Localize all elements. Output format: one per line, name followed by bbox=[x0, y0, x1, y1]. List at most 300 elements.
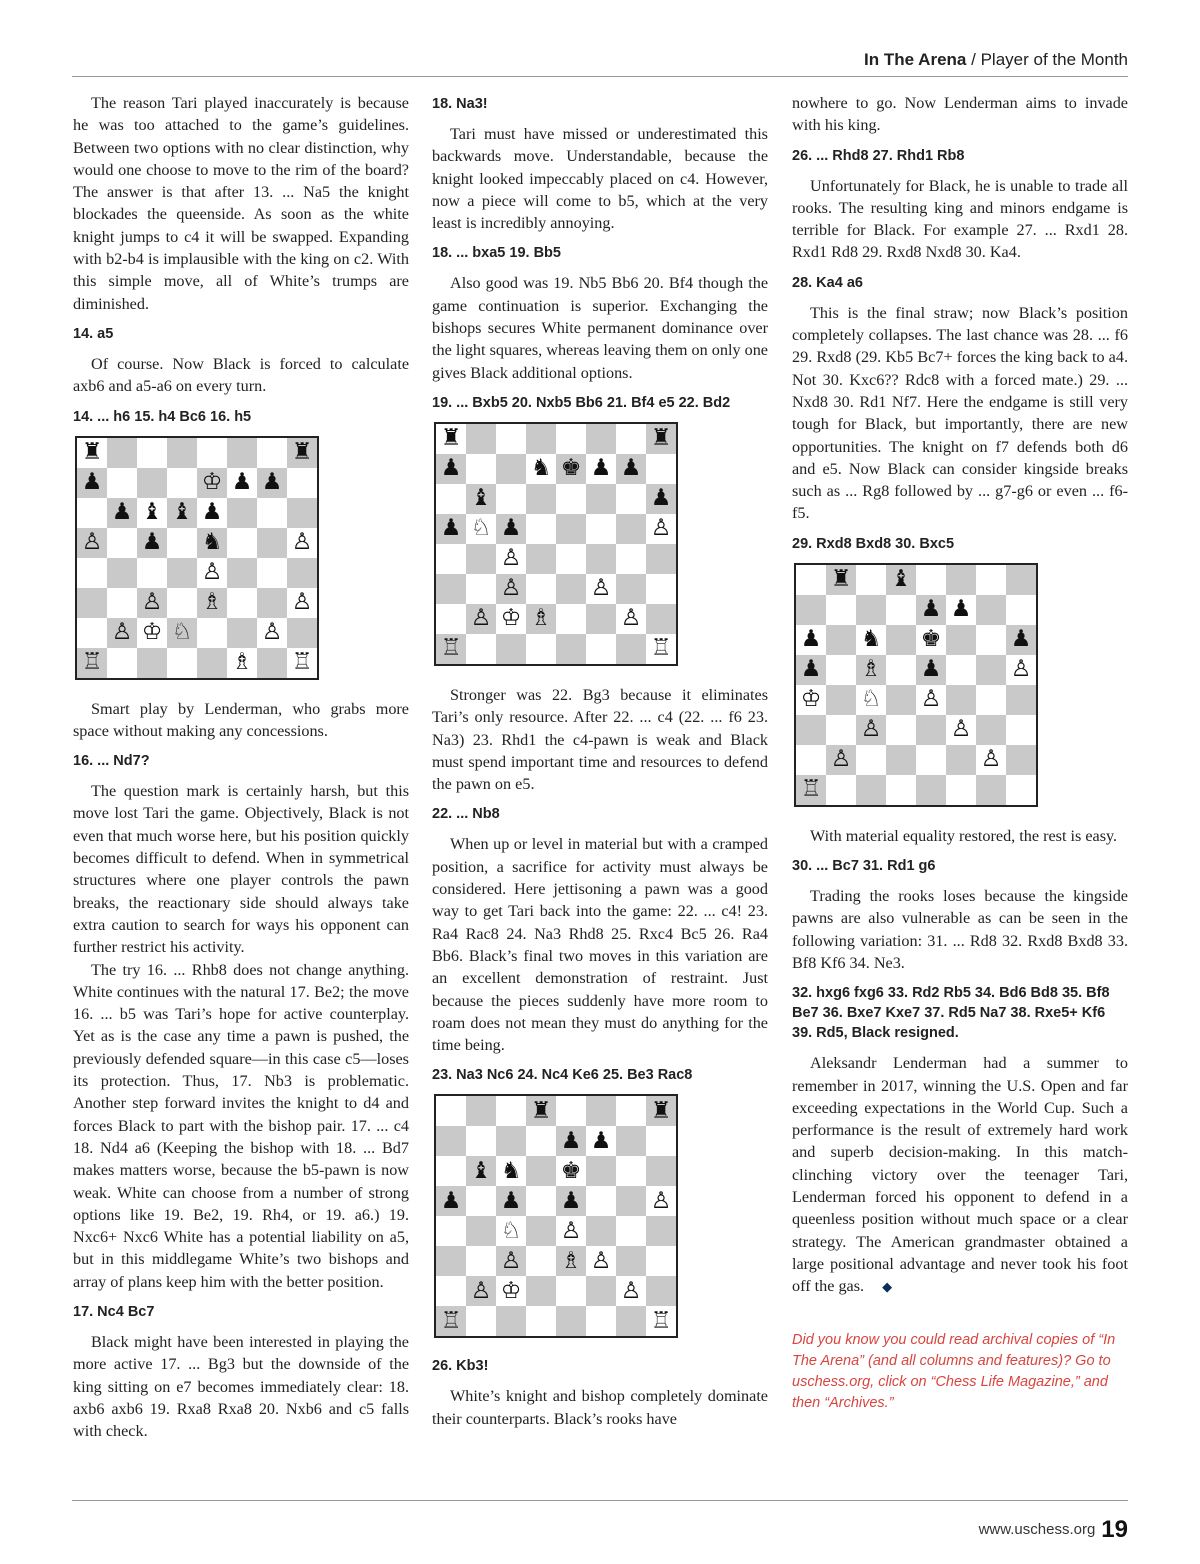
chess-piece-icon: ♟ bbox=[590, 1127, 612, 1154]
chess-piece-icon: ♖ bbox=[291, 649, 313, 676]
board-square bbox=[436, 1276, 466, 1306]
board-square bbox=[526, 1246, 556, 1276]
board-square bbox=[616, 454, 646, 484]
board-square bbox=[436, 424, 466, 454]
board-square bbox=[886, 715, 916, 745]
board-square bbox=[556, 574, 586, 604]
board-square bbox=[77, 498, 107, 528]
chess-piece-icon: ♗ bbox=[530, 605, 552, 632]
board-square bbox=[976, 655, 1006, 685]
chess-piece-icon: ♙ bbox=[291, 529, 313, 556]
board-square bbox=[436, 1186, 466, 1216]
board-square bbox=[556, 1306, 586, 1336]
board-square bbox=[77, 438, 107, 468]
board-square bbox=[586, 1126, 616, 1156]
paragraph: Trading the rooks loses because the kingside pawns are also vulnerable as can be seen in the following variation: 31. ... Rd8 32. Rxd8 Bxd8 33. Bf8 Kf6 34. Ne3. bbox=[792, 887, 1128, 972]
board-square bbox=[466, 1306, 496, 1336]
board-square bbox=[137, 528, 167, 558]
board-square bbox=[436, 1306, 466, 1336]
board-square bbox=[646, 544, 676, 574]
board-square bbox=[556, 1276, 586, 1306]
board-square bbox=[167, 468, 197, 498]
move-heading: 22. ... Nb8 bbox=[432, 806, 500, 823]
paragraph: Unfortunately for Black, he is unable to trade all rooks. The resulting king and minors endgame is terrible for Black. For example 27. ... Rxd1 28. Rxd1 Rd8 29. Rxd8 Nxd8 30. Ka4. bbox=[792, 176, 1128, 262]
board-square bbox=[227, 618, 257, 648]
board-square bbox=[496, 634, 526, 664]
page-footer bbox=[979, 1516, 1128, 1544]
board-square bbox=[227, 468, 257, 498]
chess-piece-icon: ♙ bbox=[650, 515, 672, 542]
board-square bbox=[946, 565, 976, 595]
move-heading: 23. Na3 Nc6 24. Nc4 Ke6 25. Be3 Rac8 bbox=[432, 1067, 693, 1084]
board-square bbox=[526, 1276, 556, 1306]
board-square bbox=[946, 625, 976, 655]
chess-piece-icon: ♗ bbox=[231, 649, 253, 676]
chess-piece-icon: ♝ bbox=[470, 485, 492, 512]
chess-piece-icon: ♟ bbox=[620, 455, 642, 482]
board-square bbox=[826, 565, 856, 595]
chess-piece-icon: ♟ bbox=[1010, 626, 1032, 653]
board-square bbox=[496, 454, 526, 484]
board-square bbox=[946, 595, 976, 625]
board-square bbox=[946, 685, 976, 715]
board-square bbox=[796, 775, 826, 805]
paragraph: Black might have been interested in playing the more active 17. ... Bg3 but the downside of the king sitting on e7 becomes immediately clear: 18. axb6 axb6 19. Rxa8 Rxa8 20. Nxb6 and c5 falls with check. bbox=[73, 1332, 409, 1441]
board-square bbox=[137, 588, 167, 618]
board-square bbox=[167, 558, 197, 588]
board-square bbox=[616, 604, 646, 634]
chess-piece-icon: ♘ bbox=[860, 686, 882, 713]
board-square bbox=[77, 468, 107, 498]
board-square bbox=[646, 484, 676, 514]
board-square bbox=[586, 454, 616, 484]
chess-piece-icon: ♜ bbox=[81, 439, 103, 466]
board-square bbox=[466, 634, 496, 664]
paragraph: White’s knight and bishop completely dominate their counterparts. Black’s rooks have bbox=[432, 1387, 768, 1428]
chess-piece-icon: ♙ bbox=[980, 746, 1002, 773]
board-square bbox=[976, 775, 1006, 805]
chess-piece-icon: ♜ bbox=[291, 439, 313, 466]
board-square bbox=[197, 588, 227, 618]
chess-piece-icon: ♟ bbox=[261, 469, 283, 496]
board-square bbox=[436, 574, 466, 604]
board-square bbox=[287, 558, 317, 588]
board-square bbox=[1006, 655, 1036, 685]
board-square bbox=[916, 595, 946, 625]
board-square bbox=[167, 648, 197, 678]
chess-piece-icon: ♟ bbox=[560, 1127, 582, 1154]
board-square bbox=[646, 424, 676, 454]
board-square bbox=[856, 775, 886, 805]
board-square bbox=[796, 715, 826, 745]
chess-piece-icon: ♟ bbox=[650, 485, 672, 512]
paragraph: Smart play by Lenderman, who grabs more space without making any concessions. bbox=[73, 699, 409, 740]
board-square bbox=[496, 544, 526, 574]
chess-piece-icon: ♜ bbox=[440, 425, 462, 452]
board-square bbox=[616, 484, 646, 514]
board-square bbox=[826, 715, 856, 745]
board-square bbox=[466, 454, 496, 484]
footer-divider bbox=[72, 1500, 1128, 1501]
board-square bbox=[466, 574, 496, 604]
board-square bbox=[886, 775, 916, 805]
board-square bbox=[496, 1156, 526, 1186]
chess-piece-icon: ♙ bbox=[950, 716, 972, 743]
board-square bbox=[796, 745, 826, 775]
board-square bbox=[77, 588, 107, 618]
board-square bbox=[556, 1096, 586, 1126]
column-2 bbox=[432, 92, 768, 1439]
board-square bbox=[107, 498, 137, 528]
board-square bbox=[167, 498, 197, 528]
board-square bbox=[107, 528, 137, 558]
board-square bbox=[1006, 565, 1036, 595]
board-square bbox=[556, 1246, 586, 1276]
board-square bbox=[646, 1186, 676, 1216]
move-heading: 17. Nc4 Bc7 bbox=[73, 1303, 155, 1320]
board-square bbox=[107, 588, 137, 618]
end-mark-icon: ◆ bbox=[882, 1280, 893, 1296]
board-square bbox=[257, 558, 287, 588]
board-square bbox=[526, 424, 556, 454]
board-square bbox=[77, 618, 107, 648]
paragraph: Of course. Now Black is forced to calculate axb6 and a5-a6 on every turn. bbox=[73, 354, 409, 396]
archive-promo: Did you know you could read archival copies of “In The Arena” (and all columns and features)? Go to uschess.org, click on “Chess Life Magazine,” and then “Archives.” bbox=[792, 1331, 1116, 1411]
board-square bbox=[436, 1126, 466, 1156]
board-square bbox=[436, 634, 466, 664]
board-square bbox=[466, 1096, 496, 1126]
board-square bbox=[616, 1306, 646, 1336]
chess-piece-icon: ♟ bbox=[590, 455, 612, 482]
chess-piece-icon: ♟ bbox=[500, 515, 522, 542]
board-square bbox=[197, 528, 227, 558]
board-square bbox=[496, 1126, 526, 1156]
board-square bbox=[526, 1096, 556, 1126]
board-square bbox=[526, 514, 556, 544]
board-square bbox=[586, 634, 616, 664]
board-square bbox=[586, 1246, 616, 1276]
running-header bbox=[72, 50, 1128, 77]
board-square bbox=[466, 544, 496, 574]
chess-piece-icon: ♙ bbox=[201, 559, 223, 586]
board-square bbox=[946, 775, 976, 805]
board-square bbox=[107, 558, 137, 588]
board-square bbox=[257, 498, 287, 528]
board-square bbox=[646, 574, 676, 604]
paragraph: With material equality restored, the rest is easy. bbox=[810, 826, 1118, 845]
paragraph: Stronger was 22. Bg3 because it eliminates Tari’s only resource. After 22. ... c4 (22. ... f6 23. Na3) 23. Rhd1 the c4-pawn is weak and Black must spend important time and resources to defend the pawn on e5. bbox=[432, 685, 768, 794]
chess-piece-icon: ♖ bbox=[440, 635, 462, 662]
chess-piece-icon: ♔ bbox=[500, 605, 522, 632]
chess-piece-icon: ♜ bbox=[650, 1097, 672, 1124]
board-square bbox=[107, 468, 137, 498]
board-square bbox=[646, 514, 676, 544]
chess-piece-icon: ♝ bbox=[470, 1157, 492, 1184]
column-1 bbox=[73, 92, 409, 1451]
chess-piece-icon: ♙ bbox=[860, 716, 882, 743]
board-square bbox=[77, 528, 107, 558]
move-heading: 18. Na3! bbox=[432, 96, 488, 112]
chess-piece-icon: ♘ bbox=[470, 515, 492, 542]
board-square bbox=[796, 565, 826, 595]
chess-piece-icon: ♞ bbox=[500, 1157, 522, 1184]
board-square bbox=[1006, 685, 1036, 715]
chess-piece-icon: ♟ bbox=[800, 626, 822, 653]
board-square bbox=[586, 1276, 616, 1306]
board-square bbox=[826, 655, 856, 685]
chess-piece-icon: ♔ bbox=[201, 469, 223, 496]
chess-piece-icon: ♚ bbox=[920, 626, 942, 653]
chess-piece-icon: ♙ bbox=[590, 1247, 612, 1274]
board-square bbox=[916, 565, 946, 595]
board-square bbox=[1006, 715, 1036, 745]
board-square bbox=[646, 1096, 676, 1126]
chess-piece-icon: ♙ bbox=[1010, 656, 1032, 683]
board-square bbox=[137, 618, 167, 648]
board-square bbox=[586, 1186, 616, 1216]
chess-piece-icon: ♗ bbox=[860, 656, 882, 683]
chess-piece-icon: ♟ bbox=[81, 469, 103, 496]
board-square bbox=[826, 775, 856, 805]
board-square bbox=[856, 625, 886, 655]
board-square bbox=[856, 655, 886, 685]
chess-piece-icon: ♞ bbox=[201, 529, 223, 556]
chess-piece-icon: ♖ bbox=[650, 1307, 672, 1334]
board-square bbox=[616, 1246, 646, 1276]
board-square bbox=[526, 1216, 556, 1246]
board-square bbox=[167, 528, 197, 558]
board-square bbox=[586, 1096, 616, 1126]
board-square bbox=[886, 745, 916, 775]
chess-piece-icon: ♞ bbox=[530, 455, 552, 482]
board-square bbox=[556, 634, 586, 664]
board-square bbox=[107, 648, 137, 678]
board-square bbox=[287, 618, 317, 648]
board-square bbox=[646, 1276, 676, 1306]
board-square bbox=[856, 565, 886, 595]
board-square bbox=[287, 588, 317, 618]
board-square bbox=[466, 424, 496, 454]
chess-piece-icon: ♙ bbox=[620, 605, 642, 632]
column-3 bbox=[792, 92, 1128, 1414]
board-square bbox=[526, 544, 556, 574]
board-square bbox=[616, 1096, 646, 1126]
chess-piece-icon: ♜ bbox=[830, 566, 852, 593]
chess-piece-icon: ♙ bbox=[500, 545, 522, 572]
board-square bbox=[77, 558, 107, 588]
board-square bbox=[616, 1186, 646, 1216]
chess-diagram-1 bbox=[75, 436, 319, 680]
board-square bbox=[77, 648, 107, 678]
chess-piece-icon: ♝ bbox=[171, 499, 193, 526]
board-square bbox=[466, 1126, 496, 1156]
chess-piece-icon: ♙ bbox=[500, 1247, 522, 1274]
paragraph: This is the final straw; now Black’s position completely collapses. The last chance was 28. ... f6 29. Rxd8 (29. Kb5 Bc7+ forces the king back to a4. Not 30. Kxc6?? Rdc8 with a forced mate.) 29. ... Nxd8 30. Rd1 Nf7. Here the endgame is still very tough for Black, but importantly, there are new opportunities. The knight on f7 defends both d6 and e5. Now Black can consider kingside breaks such as ... Rg8 followed by ... g7-g6 or even ... f6-f5. bbox=[792, 303, 1128, 523]
board-square bbox=[556, 424, 586, 454]
paragraph: The question mark is certainly harsh, but this move lost Tari the game. Objectively, Black is not even that much worse here, but his position quickly becomes difficult to defend. When in symmetrical structures where one player controls the pawn breaks, the reactionary side should always take extra caution to search for ways his opponent can further restrict his activity. bbox=[73, 782, 409, 957]
board-square bbox=[466, 1276, 496, 1306]
move-heading: 14. a5 bbox=[73, 325, 114, 342]
board-square bbox=[646, 1216, 676, 1246]
board-square bbox=[1006, 775, 1036, 805]
board-square bbox=[436, 604, 466, 634]
board-square bbox=[526, 1156, 556, 1186]
board-square bbox=[586, 1306, 616, 1336]
board-square bbox=[976, 565, 1006, 595]
chess-piece-icon: ♖ bbox=[81, 649, 103, 676]
board-square bbox=[856, 685, 886, 715]
chess-piece-icon: ♗ bbox=[201, 589, 223, 616]
board-square bbox=[886, 625, 916, 655]
paragraph-text: Aleksandr Lenderman had a summer to remember in 2017, winning the U.S. Open and far exceeding expectations in the World Cup. Such a performance is the result of extremely hard work and superb decision-making. In this match-clinching victory over the teenager Tari, Lenderman forced his opponent to defend in a queenless position without much space or a clear strategy. The American grandmaster obtained a large positional advantage and never took his foot off the gas. bbox=[792, 1054, 1128, 1296]
chess-piece-icon: ♙ bbox=[650, 1187, 672, 1214]
board-square bbox=[257, 468, 287, 498]
board-square bbox=[886, 655, 916, 685]
board-square bbox=[856, 595, 886, 625]
board-square bbox=[496, 1096, 526, 1126]
chess-piece-icon: ♝ bbox=[141, 499, 163, 526]
board-square bbox=[616, 544, 646, 574]
board-square bbox=[946, 745, 976, 775]
board-square bbox=[646, 1126, 676, 1156]
board-square bbox=[586, 574, 616, 604]
chess-piece-icon: ♚ bbox=[560, 1157, 582, 1184]
board-square bbox=[107, 618, 137, 648]
board-square bbox=[496, 484, 526, 514]
board-square bbox=[287, 528, 317, 558]
board-square bbox=[826, 745, 856, 775]
board-square bbox=[496, 514, 526, 544]
board-square bbox=[586, 424, 616, 454]
board-square bbox=[646, 1306, 676, 1336]
board-square bbox=[496, 604, 526, 634]
board-square bbox=[616, 1156, 646, 1186]
chess-diagram-2 bbox=[434, 422, 678, 666]
board-square bbox=[946, 715, 976, 745]
board-square bbox=[496, 1306, 526, 1336]
board-square bbox=[826, 685, 856, 715]
board-square bbox=[496, 1216, 526, 1246]
board-square bbox=[436, 1096, 466, 1126]
board-square bbox=[646, 1246, 676, 1276]
board-square bbox=[466, 484, 496, 514]
chess-piece-icon: ♙ bbox=[560, 1217, 582, 1244]
board-square bbox=[466, 1216, 496, 1246]
board-square bbox=[616, 424, 646, 454]
board-square bbox=[646, 1156, 676, 1186]
board-square bbox=[586, 1156, 616, 1186]
board-square bbox=[556, 604, 586, 634]
chess-diagram-3 bbox=[434, 1094, 678, 1338]
board-square bbox=[257, 588, 287, 618]
board-square bbox=[946, 655, 976, 685]
move-heading: 28. Ka4 a6 bbox=[792, 274, 863, 291]
section-title: In The Arena bbox=[864, 50, 967, 69]
board-square bbox=[916, 685, 946, 715]
board-square bbox=[466, 604, 496, 634]
board-square bbox=[556, 454, 586, 484]
chess-piece-icon: ♙ bbox=[291, 589, 313, 616]
board-square bbox=[227, 558, 257, 588]
board-square bbox=[916, 625, 946, 655]
chess-piece-icon: ♜ bbox=[650, 425, 672, 452]
board-square bbox=[796, 655, 826, 685]
board-square bbox=[916, 745, 946, 775]
board-square bbox=[227, 528, 257, 558]
board-square bbox=[646, 634, 676, 664]
chess-piece-icon: ♟ bbox=[950, 596, 972, 623]
move-heading: 19. ... Bxb5 20. Nxb5 Bb6 21. Bf4 e5 22. Bd2 bbox=[432, 394, 731, 411]
chess-piece-icon: ♟ bbox=[440, 1187, 462, 1214]
board-square bbox=[436, 1216, 466, 1246]
move-heading: 18. ... bxa5 19. Bb5 bbox=[432, 245, 561, 262]
board-square bbox=[436, 484, 466, 514]
chess-piece-icon: ♚ bbox=[560, 455, 582, 482]
footer-url[interactable]: www.uschess.org bbox=[978, 1521, 1096, 1538]
board-square bbox=[436, 454, 466, 484]
board-square bbox=[287, 468, 317, 498]
board-square bbox=[137, 648, 167, 678]
board-square bbox=[646, 454, 676, 484]
chess-piece-icon: ♟ bbox=[141, 529, 163, 556]
move-heading: 16. ... Nd7? bbox=[73, 753, 150, 770]
board-square bbox=[526, 484, 556, 514]
board-square bbox=[466, 1156, 496, 1186]
board-square bbox=[287, 648, 317, 678]
board-square bbox=[137, 498, 167, 528]
chess-piece-icon: ♖ bbox=[800, 776, 822, 803]
board-square bbox=[886, 595, 916, 625]
board-square bbox=[227, 588, 257, 618]
move-heading: 26. ... Rhd8 27. Rhd1 Rb8 bbox=[792, 147, 965, 164]
board-square bbox=[616, 574, 646, 604]
board-square bbox=[436, 544, 466, 574]
move-heading: 29. Rxd8 Bxd8 30. Bxc5 bbox=[792, 535, 955, 552]
chess-piece-icon: ♙ bbox=[470, 605, 492, 632]
board-square bbox=[197, 438, 227, 468]
board-square bbox=[556, 1156, 586, 1186]
chess-piece-icon: ♖ bbox=[440, 1307, 462, 1334]
chess-piece-icon: ♔ bbox=[800, 686, 822, 713]
board-square bbox=[556, 1126, 586, 1156]
chess-piece-icon: ♟ bbox=[231, 469, 253, 496]
board-square bbox=[167, 588, 197, 618]
chess-piece-icon: ♙ bbox=[81, 529, 103, 556]
chess-piece-icon: ♟ bbox=[440, 515, 462, 542]
board-square bbox=[1006, 595, 1036, 625]
board-square bbox=[856, 715, 886, 745]
board-square bbox=[976, 745, 1006, 775]
board-square bbox=[197, 618, 227, 648]
board-square bbox=[107, 438, 137, 468]
chess-piece-icon: ♙ bbox=[590, 575, 612, 602]
board-square bbox=[197, 558, 227, 588]
board-square bbox=[526, 1306, 556, 1336]
board-square bbox=[826, 625, 856, 655]
board-square bbox=[796, 595, 826, 625]
chess-piece-icon: ♟ bbox=[440, 455, 462, 482]
chess-piece-icon: ♙ bbox=[470, 1277, 492, 1304]
paragraph: The try 16. ... Rhb8 does not change anything. White continues with the natural 17. Be2; the move 16. ... b5 was Tari’s hope for active counterplay. Yet as is the case any time a pawn is pushed, the previously defended square—in this case c5—loses its protection. Thus, 17. Nb3 is problematic. Another step forward invites the knight to d4 and forces Black to part with the bishop pair. 17. ... c4 18. Nd4 a6 (Keeping the bishop with 18. ... Bd7 makes matters worse, because the b5-pawn is now weak. White can choose from a number of strong options like 19. Be2, 19. Rh4, or 19. a6.) 19. Nxc6+ Nxc6 White has a potential liability on a5, but in this middlegame White’s two bishops and array of plans keep him with the better position. bbox=[73, 960, 409, 1291]
board-square bbox=[556, 484, 586, 514]
section-subtitle: Player of the Month bbox=[980, 50, 1128, 69]
board-square bbox=[526, 454, 556, 484]
board-square bbox=[526, 1126, 556, 1156]
board-square bbox=[556, 514, 586, 544]
chess-piece-icon: ♔ bbox=[500, 1277, 522, 1304]
board-square bbox=[137, 438, 167, 468]
board-square bbox=[616, 1126, 646, 1156]
